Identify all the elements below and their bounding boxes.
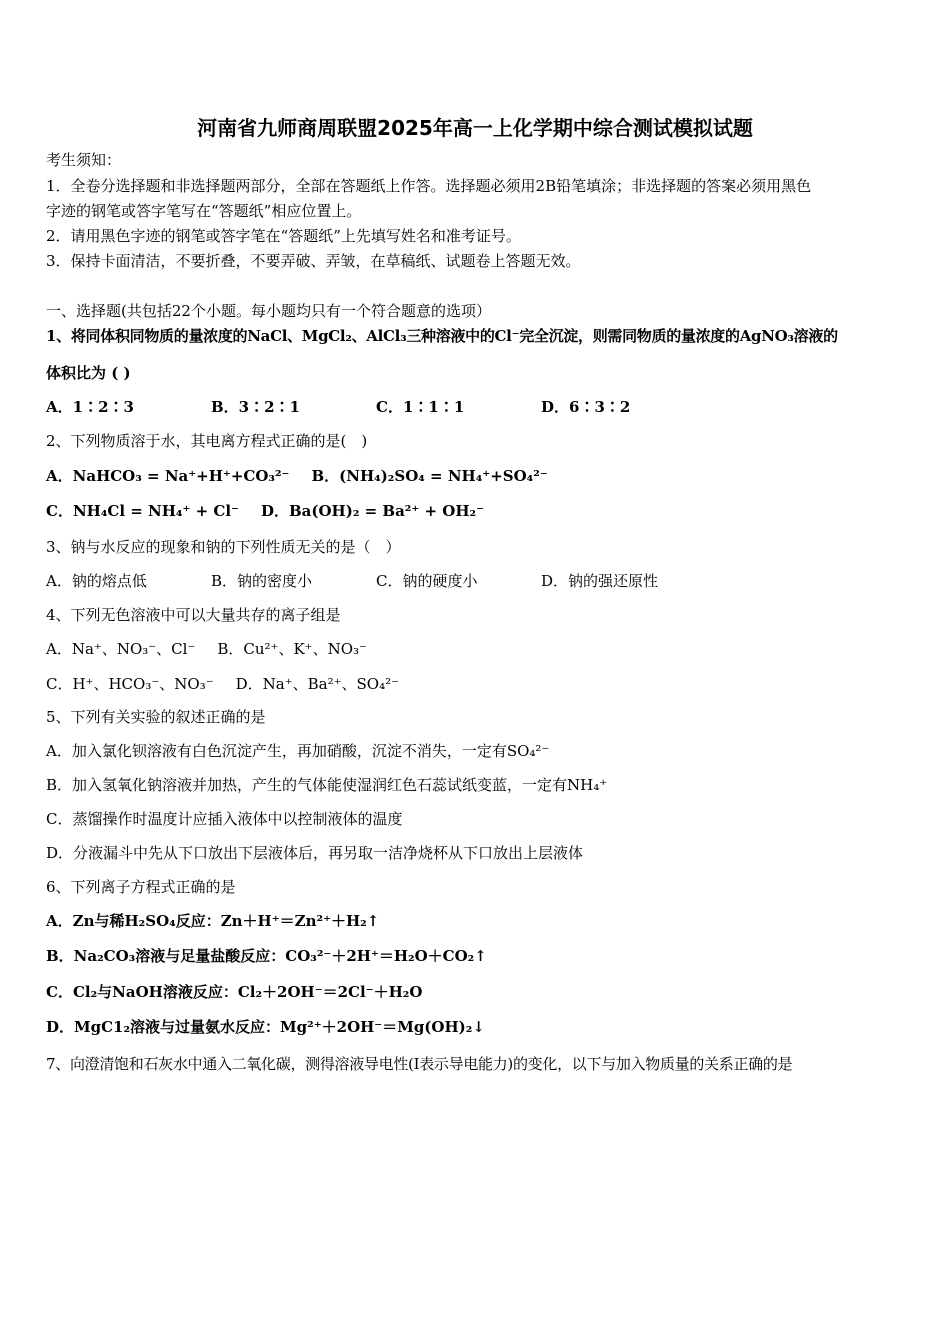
notice-heading: 考生须知： [46,151,122,169]
option-b: B．钠的密度小 [211,572,313,590]
option-b: B．加入氢氧化钠溶液并加热，产生的气体能使湿润红色石蕊试纸变蓝，一定有NH₄⁺ [46,776,608,794]
question-2-options [46,501,506,521]
question-2-options [46,466,570,486]
section-heading: 一、选择题(共包括22个小题。每小题均只有一个符合题意的选项） [46,302,491,320]
option-c: C．Cl₂与NaOH溶液反应：Cl₂＋2OH⁻＝2Cl⁻＋H₂O [46,983,423,1001]
question-6-stem: 6、下列离子方程式正确的是 [46,878,236,896]
notice-item: 3．保持卡面清洁，不要折叠，不要弄破、弄皱，在草稿纸、试题卷上答题无效。 [46,252,581,270]
option-c: C．蒸馏操作时温度计应插入液体中以控制液体的温度 [46,810,403,828]
option-d: D．分液漏斗中先从下口放出下层液体后，再另取一洁净烧杯从下口放出上层液体 [46,844,584,862]
question-1-stem-cont: 体积比为 ( ) [46,364,131,382]
notice-item: 2．请用黑色字迹的钢笔或答字笔在“答题纸”上先填写姓名和准考证号。 [46,227,521,245]
question-3-options [46,571,706,591]
option-b: B．(NH₄)₂SO₄ = NH₄⁺+SO₄²⁻ [311,467,548,485]
option-d: D．Ba(OH)₂ = Ba²⁺ + OH₂⁻ [260,502,485,520]
option-d: D．6∶3∶2 [541,398,631,416]
question-7-stem: 7、向澄清饱和石灰水中通入二氧化碳，测得溶液导电性(I表示导电能力)的变化，以下与加入物质量的关系正确的是 [46,1055,793,1073]
option-d: D．MgC1₂溶液与过量氨水反应：Mg²⁺＋2OH⁻＝Mg(OH)₂↓ [46,1018,485,1036]
option-c: C．NH₄Cl = NH₄⁺ + Cl⁻ [46,502,239,520]
question-3-stem: 3、钠与水反应的现象和钠的下列性质无关的是（ ） [46,538,401,556]
notice-item: 字迹的钢笔或答字笔写在“答题纸”相应位置上。 [46,202,362,220]
page-title: 河南省九师商周联盟2025年高一上化学期中综合测试模拟试题 [197,116,753,140]
option-a: A．1∶2∶3 [46,398,134,416]
option-c: C．1∶1∶1 [376,398,465,416]
option-c: C．H⁺、HCO₃⁻、NO₃⁻ [46,675,214,693]
option-b: B．Cu²⁺、K⁺、NO₃⁻ [217,640,367,658]
question-5-stem: 5、下列有关实验的叙述正确的是 [46,708,266,726]
option-a: A．Na⁺、NO₃⁻、Cl⁻ [46,640,196,658]
question-1-options [46,397,706,417]
option-a: A．加入氯化钡溶液有白色沉淀产生，再加硝酸，沉淀不消失，一定有SO₄²⁻ [46,742,550,760]
question-2-stem: 2、下列物质溶于水，其电离方程式正确的是( ) [46,432,368,450]
question-4-options [46,674,421,694]
option-a: A．钠的熔点低 [46,572,147,590]
option-a: A．NaHCO₃ = Na⁺+H⁺+CO₃²⁻ [46,467,290,485]
question-1-stem: 1、将同体积同物质的量浓度的NaCl、MgCl₂、AlCl₃三种溶液中的Cl⁻完全沉淀，则需同物质的量浓度的AgNO₃溶液的 [46,327,838,345]
notice-item: 1．全卷分选择题和非选择题两部分，全部在答题纸上作答。选择题必须用2B铅笔填涂；非选择题的答案必须用黑色 [46,177,812,195]
option-d: D．钠的强还原性 [541,572,659,590]
option-c: C．钠的硬度小 [376,572,478,590]
option-a: A．Zn与稀H₂SO₄反应：Zn＋H⁺＝Zn²⁺＋H₂↑ [46,912,380,930]
question-4-stem: 4、下列无色溶液中可以大量共存的离子组是 [46,606,341,624]
option-d: D．Na⁺、Ba²⁺、SO₄²⁻ [235,675,400,693]
option-b: B．3∶2∶1 [211,398,300,416]
option-b: B．Na₂CO₃溶液与足量盐酸反应：CO₃²⁻＋2H⁺＝H₂O＋CO₂↑ [46,947,487,965]
question-4-options [46,639,389,659]
